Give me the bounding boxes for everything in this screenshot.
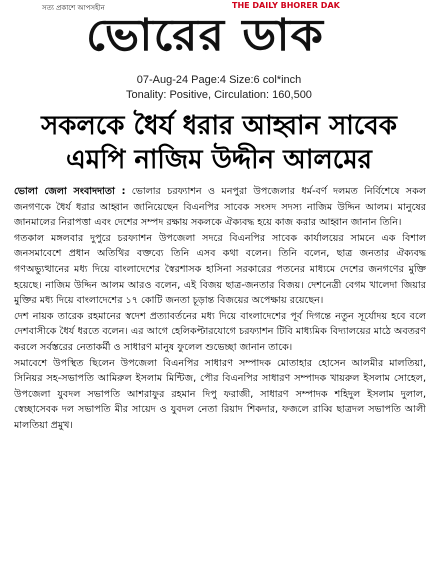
headline-line-2: এমপি নাজিম উদ্দীন আলমের: [66, 145, 372, 175]
article-paragraph-4: সমাবেশে উপস্থিত ছিলেন উপজেলা বিএনপির সাধারণ সম্পাদক মোতাহার হোসেন আলমীর মালতিয়া, সিনিয়র সহ-সভাপতি আমিরুল ইসলাম মিন্টিজ, পৌর বিএনপির সাধারণ সম্পাদক খায়রুল ইসলাম সোহেল, উপজেলা যুবদল সভাপতি আশরাফুর রহমান দিপু ফরাজী, সাধারণ সম্পাদক শহিদুল ইসলাম দুলাল, স্বেচ্ছাসেবক দল সভাপতি মীর সায়েদ ও যুবদল নেতা রিয়াদ শিকদার, ফজলে রাব্বি ছাত্রদল সভাপতি আলী মালতিয়া প্রমুখ।: [14, 357, 426, 431]
article-paragraph-3: দেশ নায়ক তারেক রহমানের স্বদেশ প্রত্যাবর্তনের মধ্য দিয়ে বাংলাদেশের পূর্ব দিগন্তে নতুন সূর্যোদয় হবে বলে দেশবাসীকে ধৈর্য ধরতে বলেন। এর আগে হেলিকপ্টারযোগে চরফ্যাশন টিবি মাধ্যমিক বিদ্যালয়ের মাঠে অবতরণ করলে সর্বস্তরের নেতাকর্মী ও সাধারণ মানুষ ফুলেল শুভেচ্ছা জানান তাকে।: [14, 310, 426, 353]
byline: ভোলা জেলা সংবাদদাতা :: [14, 186, 126, 197]
article-paragraph-1: [14, 184, 426, 231]
masthead-tagline: সত্য প্রকাশে আপসহীন: [42, 4, 105, 12]
clip-meta-line-2: Tonality: Positive, Circulation: 160,500: [126, 89, 312, 101]
article-body: [14, 184, 426, 569]
article-paragraph-2: গতকাল মঙ্গলবার দুপুরে চরফ্যাশন উপজেলা সদরে বিএনপির সাবেক কার্যালয়ের সামনে এক বিশাল জনসমাবেশে প্রধান অতিথির বক্তব্যে তিনি এসব কথা বলেন। তিনি বলেন, ছাত্র জনতার ঐক্যবদ্ধ গণঅভ্যুত্থানের মধ্য দিয়ে বাংলাদেশের স্বৈরশাসক হাসিনা সরকারের পতনের মাধ্যমে দেশের জনগণের মুক্তি হয়েছে। নাজিম উদ্দিন আলম আরও বলেন, এই বিজয় ছাত্র-জনতার বিজয়। দেশনেত্রী বেগম খালেদা জিয়ার মুক্তির মধ্য দিয়ে বাংলাদেশের ১৭ কোটি জনতা চূড়ান্ত বিজয়ের অপেক্ষায় রয়েছেন।: [14, 232, 426, 307]
clip-meta-line-1: 07-Aug-24 Page:4 Size:6 col*inch: [136, 74, 302, 86]
masthead-english-name: THE DAILY BHORER DAK: [232, 1, 340, 10]
newspaper-name: ভোরের ডাক: [85, 10, 325, 61]
headline-line-1: সকলকে ধৈর্য ধরার আহ্বান সাবেক: [41, 111, 397, 141]
masthead: [0, 0, 438, 68]
paragraph-text: ভোলার চরফ্যাশন ও মনপুরা উপজেলার ধর্ম-বর্ণ দলমত নির্বিশেষে সকল জনগণকে ধৈর্য ধরার আহ্বান জানিয়েছেন বিএনপির সাবেক সংসদ সদস্য নাজিম উদ্দিন আলম। মানুষের জানমালের নিরাপত্তা এবং দেশের সম্পদ রক্ষায় সকলকে ঐক্যবদ্ধ হয়ে কাজ করার আহ্বান জানান তিনি।: [14, 186, 426, 229]
